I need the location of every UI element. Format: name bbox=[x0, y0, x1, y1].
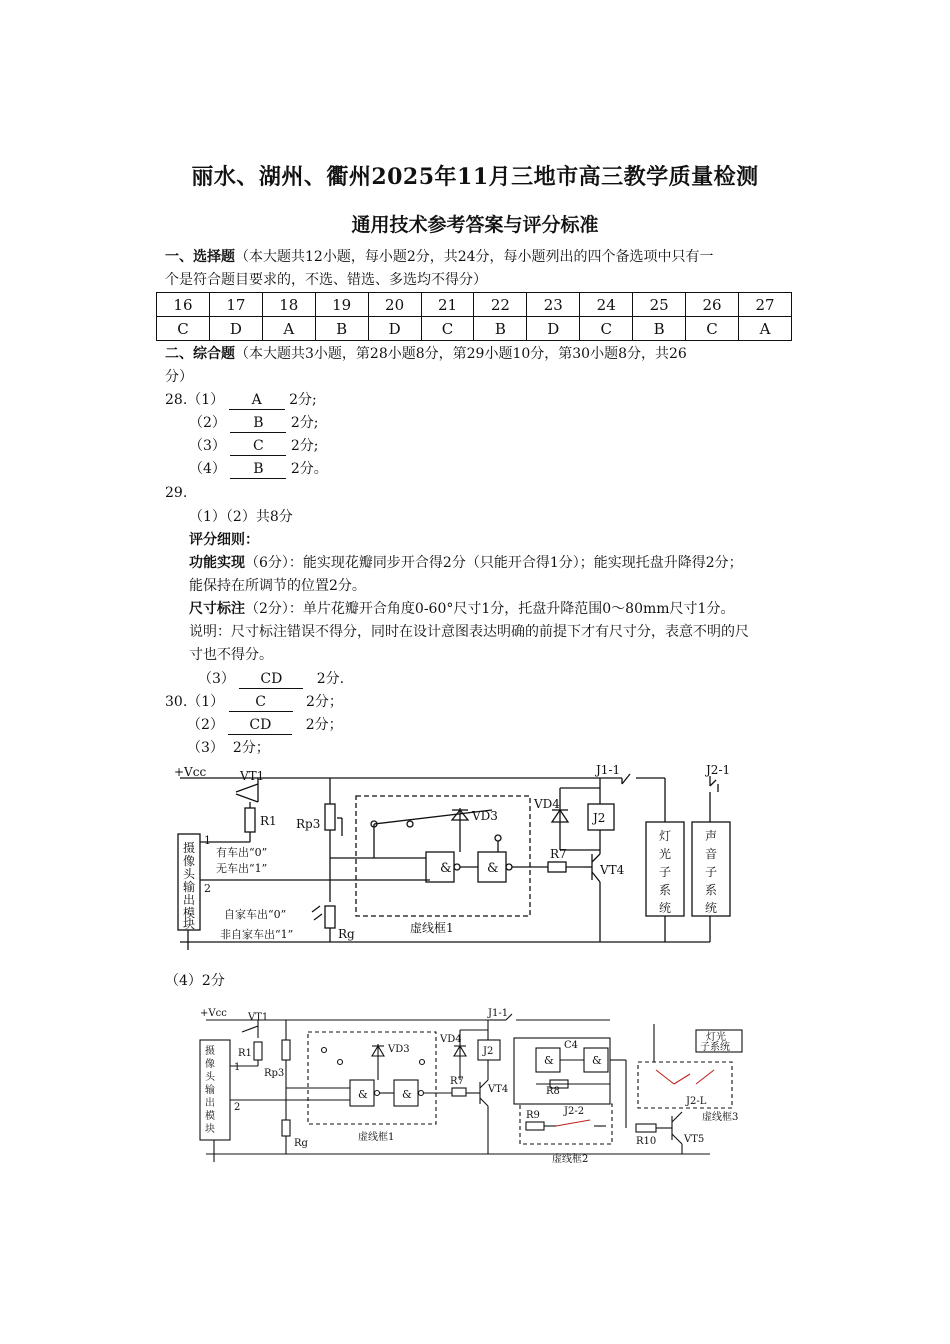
score: 2分; bbox=[290, 438, 319, 454]
table-cell: B bbox=[474, 317, 527, 341]
and-gate: & bbox=[544, 1054, 554, 1067]
j2-label: J2 bbox=[483, 1046, 494, 1057]
section1-heading: 一、选择题 bbox=[165, 249, 235, 265]
table-cell: 18 bbox=[262, 293, 315, 317]
module-char: 出 bbox=[183, 893, 196, 907]
q30-num: 30. bbox=[165, 694, 188, 710]
module-char: 像 bbox=[205, 1059, 215, 1070]
item-label: （1） bbox=[187, 694, 225, 710]
answer-table-numbers bbox=[157, 293, 792, 317]
c4-label: C4 bbox=[564, 1040, 579, 1051]
lamp-char: 灯 bbox=[659, 829, 672, 843]
pin2-label: 2 bbox=[234, 1102, 241, 1113]
q28-item-2 bbox=[189, 412, 318, 435]
answer-blank: CD bbox=[239, 671, 303, 689]
table-cell: 17 bbox=[209, 293, 262, 317]
vt1-label: VT1 bbox=[248, 1012, 269, 1023]
vt4-label: VT4 bbox=[488, 1084, 509, 1095]
score: 2分； bbox=[305, 717, 343, 733]
j22-label: J2-2 bbox=[564, 1106, 585, 1117]
table-cell: 20 bbox=[368, 293, 421, 317]
item-label: （3） bbox=[189, 438, 226, 454]
q28-item-3 bbox=[189, 435, 318, 458]
rp3-label: Rp3 bbox=[296, 817, 321, 831]
table-cell: 23 bbox=[527, 293, 580, 317]
q29-num: 29. bbox=[165, 485, 188, 501]
section2-desc-line2: 分） bbox=[165, 369, 193, 385]
module-char: 块 bbox=[205, 1124, 215, 1135]
vcc-label: +Vcc bbox=[200, 1008, 227, 1019]
score: 2分。 bbox=[290, 461, 328, 477]
func-text: （6分）：能实现花瓣同步开合得2分（只能开合得1分）；能实现托盘升降得2分； bbox=[245, 555, 743, 571]
module-char: 出 bbox=[205, 1098, 215, 1109]
score: 2分; bbox=[289, 392, 317, 408]
j2-label: J2 bbox=[593, 811, 606, 825]
j2l-label: J2-L bbox=[686, 1096, 707, 1107]
vd4-label: VD4 bbox=[534, 797, 560, 811]
q28-item-1 bbox=[165, 389, 317, 412]
module-char: 像 bbox=[183, 854, 196, 868]
vd3-label: VD3 bbox=[388, 1044, 410, 1055]
answer-blank: B bbox=[230, 415, 286, 433]
score: 2分. bbox=[316, 671, 345, 687]
table-cell: 27 bbox=[738, 293, 791, 317]
box1-label: 虚线框1 bbox=[358, 1132, 395, 1143]
answer-blank: C bbox=[229, 694, 293, 712]
j11-label: J1-1 bbox=[596, 763, 621, 777]
sound-char: 声 bbox=[705, 829, 718, 843]
section2-heading: 二、综合题 bbox=[165, 346, 235, 362]
box2-label: 虚线框2 bbox=[552, 1154, 589, 1165]
q30-part3 bbox=[187, 737, 270, 760]
circuit-diagram-2 bbox=[190, 1004, 750, 1172]
sound-char: 子 bbox=[705, 865, 718, 879]
section1-intro bbox=[165, 246, 714, 269]
table-cell: C bbox=[580, 317, 633, 341]
r7-label: R7 bbox=[450, 1076, 464, 1087]
vt1-label: VT1 bbox=[240, 769, 265, 783]
module-char: 块 bbox=[183, 917, 196, 931]
sound-char: 音 bbox=[705, 847, 718, 861]
section1-desc-line1: （本大题共12小题，每小题2分，共24分，每小题列出的四个备选项中只有一 bbox=[235, 249, 714, 265]
sound-char: 系 bbox=[705, 883, 718, 897]
lamp-char: 子 bbox=[659, 865, 672, 879]
vd4-label: VD4 bbox=[440, 1034, 462, 1045]
answer-table bbox=[156, 292, 792, 341]
answer-blank: CD bbox=[228, 717, 292, 735]
item-label: （2） bbox=[187, 717, 224, 733]
and-gate-2: & bbox=[487, 861, 499, 876]
module-char: 输 bbox=[183, 880, 196, 894]
rg-label: Rg bbox=[338, 927, 355, 941]
item-label: （3） bbox=[198, 671, 235, 687]
pin2-label: 2 bbox=[204, 882, 211, 895]
vd3-label: VD3 bbox=[472, 809, 498, 823]
lamp-line1: 灯光 bbox=[706, 1032, 726, 1043]
table-cell: A bbox=[262, 317, 315, 341]
table-cell: 21 bbox=[421, 293, 474, 317]
q30-part4: （4）2分 bbox=[165, 973, 225, 989]
q30-part2 bbox=[187, 714, 343, 737]
circuit-diagram-1 bbox=[160, 762, 760, 954]
vt5-label: VT5 bbox=[684, 1134, 705, 1145]
table-cell: C bbox=[421, 317, 474, 341]
answer-blank: C bbox=[230, 438, 286, 456]
section2-intro bbox=[165, 343, 687, 366]
box1-label: 虚线框1 bbox=[410, 921, 454, 935]
table-cell: B bbox=[315, 317, 368, 341]
and-gate: & bbox=[358, 1088, 368, 1101]
box3-label: 虚线框3 bbox=[702, 1112, 739, 1123]
module-char: 模 bbox=[205, 1111, 215, 1122]
r8-label: R8 bbox=[546, 1086, 560, 1097]
page-subtitle: 通用技术参考答案与评分标准 bbox=[351, 214, 599, 236]
table-cell: B bbox=[633, 317, 686, 341]
q29-func-line2: 能保持在所调节的位置2分。 bbox=[189, 578, 366, 594]
module-char: 模 bbox=[183, 906, 196, 920]
item-label: （3） bbox=[187, 740, 224, 756]
section1-desc-line2: 个是符合题目要求的，不选、错选、多选均不得分） bbox=[165, 272, 487, 288]
module-char: 摄 bbox=[183, 841, 196, 855]
table-cell: C bbox=[157, 317, 210, 341]
r1-label: R1 bbox=[238, 1048, 252, 1059]
pin1-label: 1 bbox=[204, 834, 211, 847]
q29-part12: （1）（2）共8分 bbox=[189, 509, 293, 525]
q29-note-line2: 寸也不得分。 bbox=[189, 647, 273, 663]
dim-text: （2分）：单片花瓣开合角度0-60°尺寸1分，托盘升降范围0～80mm尺寸1分。 bbox=[245, 601, 735, 617]
r1-label: R1 bbox=[260, 814, 277, 828]
table-cell: 26 bbox=[686, 293, 739, 317]
table-cell: A bbox=[738, 317, 791, 341]
table-cell: 16 bbox=[157, 293, 210, 317]
car-line2: 无车出“1” bbox=[216, 862, 268, 875]
table-cell: 22 bbox=[474, 293, 527, 317]
q29-detail-title: 评分细则： bbox=[189, 532, 259, 548]
j11-label: J1-1 bbox=[488, 1008, 509, 1019]
score: 2分； bbox=[232, 740, 270, 756]
lamp-char: 光 bbox=[659, 847, 672, 861]
own-line1: 自家车出“0” bbox=[224, 908, 287, 921]
answer-blank: B bbox=[230, 461, 286, 479]
vcc-label: +Vcc bbox=[174, 765, 207, 779]
module-char: 头 bbox=[183, 867, 196, 881]
section2-desc-line1: （本大题共3小题，第28小题8分，第29小题10分，第30小题8分，共26 bbox=[235, 346, 687, 362]
q29-part3 bbox=[198, 668, 344, 691]
answer-blank: A bbox=[229, 392, 285, 410]
answer-table-answers bbox=[157, 317, 792, 341]
q30-part1 bbox=[165, 691, 343, 714]
r10-label: R10 bbox=[636, 1136, 657, 1147]
q29-dim-line1 bbox=[189, 598, 734, 621]
rg-label: Rg bbox=[294, 1138, 308, 1149]
table-cell: 19 bbox=[315, 293, 368, 317]
own-line2: 非自家车出“1” bbox=[220, 928, 294, 941]
module-char: 头 bbox=[205, 1072, 215, 1083]
table-cell: C bbox=[686, 317, 739, 341]
q29-func-line1 bbox=[189, 552, 743, 575]
rp3-label: Rp3 bbox=[264, 1068, 285, 1079]
j21-label: J2-1 bbox=[706, 763, 731, 777]
page-title: 丽水、湖州、衢州2025年11月三地市高三教学质量检测 bbox=[191, 164, 759, 190]
score: 2分; bbox=[290, 415, 319, 431]
item-label: （2） bbox=[189, 415, 226, 431]
module-char: 摄 bbox=[205, 1046, 215, 1057]
pin1-label: 1 bbox=[234, 1062, 241, 1073]
table-cell: 25 bbox=[633, 293, 686, 317]
car-line1: 有车出“0” bbox=[216, 846, 268, 859]
item-label: （1） bbox=[187, 392, 225, 408]
q28-item-4 bbox=[189, 458, 328, 481]
table-cell: D bbox=[209, 317, 262, 341]
dim-title: 尺寸标注 bbox=[189, 601, 245, 617]
func-title: 功能实现 bbox=[189, 555, 245, 571]
lamp-char: 系 bbox=[659, 883, 672, 897]
r9-label: R9 bbox=[526, 1110, 540, 1121]
and-gate: & bbox=[592, 1054, 602, 1067]
item-label: （4） bbox=[189, 461, 226, 477]
q29-note-line1: 说明：尺寸标注错误不得分，同时在设计意图表达明确的前提下才有尺寸分，表意不明的尺 bbox=[189, 624, 749, 640]
table-cell: 24 bbox=[580, 293, 633, 317]
and-gate: & bbox=[402, 1088, 412, 1101]
module-char: 输 bbox=[205, 1085, 215, 1096]
table-cell: D bbox=[527, 317, 580, 341]
sound-char: 统 bbox=[705, 901, 718, 915]
r7-label: R7 bbox=[550, 847, 567, 861]
lamp-char: 统 bbox=[659, 901, 672, 915]
q28-num: 28. bbox=[165, 392, 188, 408]
lamp-line2: 子系统 bbox=[700, 1042, 730, 1053]
score: 2分； bbox=[306, 694, 343, 710]
and-gate-1: & bbox=[440, 861, 452, 876]
table-cell: D bbox=[368, 317, 421, 341]
vt4-label: VT4 bbox=[600, 863, 625, 877]
